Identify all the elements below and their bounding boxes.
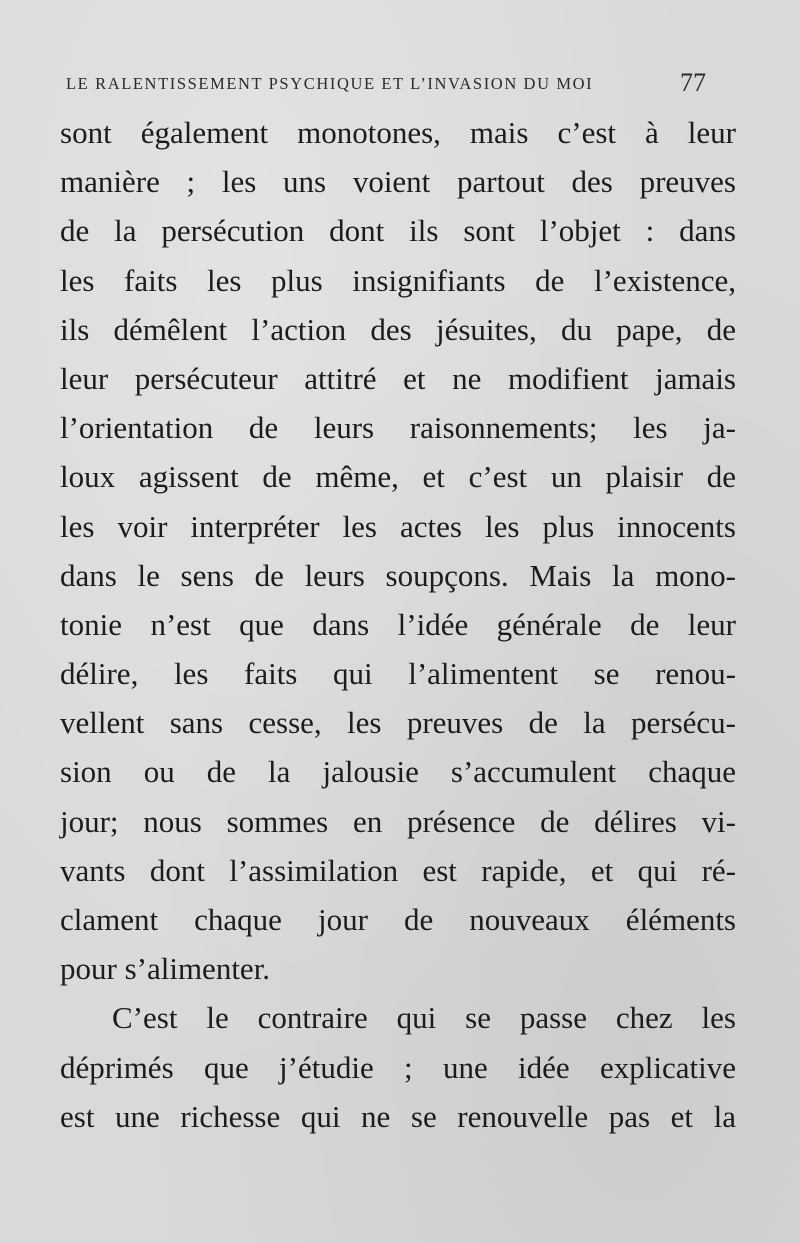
- text-line: délire, les faits qui l’alimentent se renou-: [60, 656, 736, 692]
- text-line: est une richesse qui ne se renouvelle pas et la: [60, 1098, 736, 1134]
- text-line: pour s’alimenter.: [60, 951, 271, 987]
- text-line: jour; nous sommes en présence de délires vi-: [60, 803, 736, 839]
- paragraph-2: [60, 993, 736, 1141]
- page-number: 77: [680, 68, 706, 97]
- text-line: ils démêlent l’action des jésuites, du pape, de: [60, 311, 736, 347]
- text-line: sion ou de la jalousie s’accumulent chaque: [60, 754, 736, 790]
- text-line: C’est le contraire qui se passe chez les: [112, 1000, 736, 1036]
- body-text: [60, 108, 736, 1141]
- text-line: tonie n’est que dans l’idée générale de leur: [60, 606, 736, 642]
- text-line: loux agissent de même, et c’est un plaisir de: [60, 459, 736, 495]
- text-line: dans le sens de leurs soupçons. Mais la mono-: [60, 557, 736, 593]
- text-line: sont également monotones, mais c’est à leur: [60, 115, 736, 150]
- text-line: vants dont l’assimilation est rapide, et qui ré-: [60, 852, 736, 888]
- text-line: les voir interpréter les actes les plus innocents: [60, 508, 736, 544]
- paragraph-1: [60, 108, 736, 993]
- text-line: de la persécution dont ils sont l’objet : dans: [60, 213, 736, 249]
- text-line: manière ; les uns voient partout des preuves: [60, 164, 736, 200]
- running-head: [66, 68, 706, 98]
- text-line: l’orientation de leurs raisonnements; les ja-: [60, 410, 736, 446]
- text-line: clament chaque jour de nouveaux éléments: [60, 902, 736, 937]
- running-title: LE RALENTISSEMENT PSYCHIQUE ET L’INVASION DU MOI: [66, 74, 594, 93]
- text-line: les faits les plus insignifiants de l’existence,: [60, 262, 736, 298]
- text-line: vellent sans cesse, les preuves de la persécu-: [60, 705, 736, 741]
- text-line: déprimés que j’étudie ; une idée explicative: [60, 1049, 736, 1085]
- text-line: leur persécuteur attitré et ne modifient jamais: [60, 360, 736, 396]
